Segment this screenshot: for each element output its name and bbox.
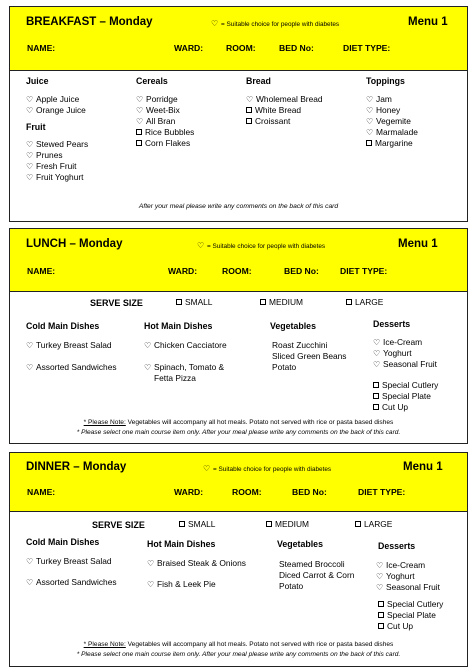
heart-outline-icon: ♡	[197, 241, 205, 250]
heart-outline-icon: ♡	[373, 360, 381, 369]
menu-item[interactable]: ♡ Seasonal Fruit	[373, 359, 437, 369]
menu-item[interactable]: ♡ Turkey Breast Salad	[26, 556, 112, 566]
menu-item[interactable]: Corn Flakes	[136, 138, 194, 149]
menu-item[interactable]: Rice Bubbles	[136, 127, 194, 138]
room-field[interactable]: ROOM:	[232, 487, 262, 497]
juice-list	[26, 94, 86, 116]
checkbox-icon[interactable]	[136, 140, 142, 146]
lunch-title: LUNCH – Monday	[26, 238, 123, 250]
menu-item[interactable]: ♡ All Bran	[136, 116, 176, 126]
vegetables-heading: Vegetables	[277, 539, 323, 549]
menu-item[interactable]: ♡ Vegemite	[366, 116, 411, 126]
cold-dishes-heading: Cold Main Dishes	[26, 537, 100, 547]
selection-note: * Please select one main course item only. After your meal please write any comments on the back of this card.	[76, 651, 401, 658]
serve-size-medium[interactable]: MEDIUM	[260, 297, 303, 308]
menu-item[interactable]: ♡ Jam	[366, 94, 392, 104]
heart-outline-icon: ♡	[373, 349, 381, 358]
menu-item[interactable]: ♡ Orange Juice	[26, 105, 86, 115]
heart-outline-icon: ♡	[246, 95, 254, 104]
menu-item[interactable]: ♡ Turkey Breast Salad	[26, 340, 112, 350]
juice-heading: Juice	[26, 76, 49, 86]
menu-item: Sliced Green Beans	[272, 351, 347, 361]
menu-item[interactable]: ♡ Prunes	[26, 150, 63, 160]
heart-outline-icon: ♡	[26, 557, 34, 566]
heart-outline-icon: ♡	[26, 95, 34, 104]
menu-item: Roast Zucchini	[272, 340, 328, 350]
fruit-heading: Fruit	[26, 122, 46, 132]
desserts-list	[373, 337, 437, 370]
menu-item[interactable]: ♡ Assorted Sandwiches	[26, 577, 117, 587]
menu-item[interactable]: ♡ Apple Juice	[26, 94, 80, 104]
toppings-heading: Toppings	[366, 76, 405, 86]
menu-item: Potato	[272, 362, 297, 372]
checkbox-icon[interactable]	[373, 404, 379, 410]
menu-item[interactable]: ♡ Fruit Yoghurt	[26, 172, 84, 182]
bed-field[interactable]: BED No:	[292, 487, 327, 497]
menu-number: Menu 1	[408, 16, 448, 28]
special-option[interactable]: Special Plate	[373, 391, 438, 402]
heart-outline-icon: ♡	[136, 95, 144, 104]
heart-outline-icon: ♡	[366, 106, 374, 115]
menu-item[interactable]: ♡ Porridge	[136, 94, 178, 104]
checkbox-icon[interactable]	[378, 612, 384, 618]
diet-type-field[interactable]: DIET TYPE:	[358, 487, 406, 497]
heart-outline-icon: ♡	[144, 341, 152, 350]
diabetes-legend: ♡ = Suitable choice for people with diabetes	[203, 464, 332, 473]
menu-item-continued: Fetta Pizza	[154, 373, 196, 383]
heart-outline-icon: ♡	[366, 117, 374, 126]
menu-item[interactable]: ♡ Ice-Cream	[376, 560, 426, 570]
menu-item: Diced Carrot & Corn	[279, 570, 355, 580]
menu-item[interactable]: White Bread	[246, 105, 323, 116]
heart-outline-icon: ♡	[26, 162, 34, 171]
menu-item[interactable]: ♡ Stewed Pears	[26, 139, 89, 149]
vegetables-list	[279, 559, 354, 592]
menu-number: Menu 1	[403, 461, 443, 473]
bread-heading: Bread	[246, 76, 271, 86]
special-option[interactable]: Special Cutlery	[373, 380, 438, 391]
checkbox-icon[interactable]	[373, 393, 379, 399]
heart-outline-icon: ♡	[26, 140, 34, 149]
desserts-heading: Desserts	[378, 541, 416, 551]
heart-outline-icon: ♡	[26, 151, 34, 160]
heart-outline-icon: ♡	[211, 19, 219, 28]
bread-list	[246, 94, 323, 127]
special-requests-list	[373, 380, 438, 413]
vegetables-heading: Vegetables	[270, 321, 316, 331]
special-option[interactable]: Cut Up	[378, 621, 443, 632]
lunch-header	[10, 229, 467, 292]
breakfast-footer: After your meal please write any comments on the back of this card	[138, 203, 339, 210]
checkbox-icon[interactable]	[378, 601, 384, 607]
heart-outline-icon: ♡	[26, 363, 34, 372]
fruit-list	[26, 139, 88, 183]
heart-outline-icon: ♡	[136, 117, 144, 126]
dinner-header	[10, 453, 467, 512]
serve-size-small[interactable]: SMALL	[176, 297, 212, 308]
menu-item[interactable]: ♡ Seasonal Fruit	[376, 582, 440, 592]
menu-item[interactable]: ♡ Braised Steak & Onions	[147, 558, 246, 568]
special-option[interactable]: Cut Up	[373, 402, 438, 413]
hot-dishes-heading: Hot Main Dishes	[147, 539, 216, 549]
bed-field[interactable]: BED No:	[279, 43, 314, 53]
cereals-list	[136, 94, 194, 149]
heart-outline-icon: ♡	[376, 572, 384, 581]
menu-item[interactable]: ♡ Fresh Fruit	[26, 161, 77, 171]
desserts-heading: Desserts	[373, 319, 411, 329]
menu-item[interactable]: ♡ Ice-Cream	[373, 337, 423, 347]
serve-size-label: SERVE SIZE	[90, 298, 143, 308]
room-field[interactable]: ROOM:	[226, 43, 256, 53]
vegetables-note: * Please Note: Vegetables will accompany all hot meals. Potato not served with rice or pasta based dishes	[83, 419, 394, 426]
menu-item[interactable]: Croissant	[246, 116, 323, 127]
checkbox-icon[interactable]	[346, 299, 352, 305]
special-option[interactable]: Special Plate	[378, 610, 443, 621]
heart-outline-icon: ♡	[147, 559, 155, 568]
serve-size-large[interactable]: LARGE	[355, 519, 392, 530]
name-field[interactable]: NAME:	[27, 266, 56, 276]
checkbox-icon[interactable]	[355, 521, 361, 527]
menu-item[interactable]: ♡ Marmalade	[366, 127, 418, 137]
heart-outline-icon: ♡	[136, 106, 144, 115]
menu-item: Potato	[279, 581, 304, 591]
breakfast-card	[9, 6, 468, 222]
checkbox-icon[interactable]	[373, 382, 379, 388]
checkbox-icon[interactable]	[176, 299, 182, 305]
menu-item[interactable]: ♡ Weet-Bix	[136, 105, 180, 115]
heart-outline-icon: ♡	[147, 580, 155, 589]
breakfast-header	[10, 7, 467, 71]
diet-type-field[interactable]: DIET TYPE:	[340, 266, 388, 276]
serve-size-label: SERVE SIZE	[92, 520, 145, 530]
heart-outline-icon: ♡	[26, 173, 34, 182]
checkbox-icon[interactable]	[366, 140, 372, 146]
serve-size-medium[interactable]: MEDIUM	[266, 519, 309, 530]
vegetables-list	[272, 340, 347, 373]
serve-size-large[interactable]: LARGE	[346, 297, 383, 308]
cold-dishes-heading: Cold Main Dishes	[26, 321, 100, 331]
ward-field[interactable]: WARD:	[168, 266, 198, 276]
dinner-card	[9, 452, 468, 667]
menu-number: Menu 1	[398, 238, 438, 250]
heart-outline-icon: ♡	[26, 578, 34, 587]
menu-item[interactable]: ♡ Fish & Leek Pie	[147, 579, 216, 589]
heart-outline-icon: ♡	[376, 583, 384, 592]
menu-item[interactable]: ♡ Spinach, Tomato &	[144, 362, 225, 372]
serve-size-small[interactable]: SMALL	[179, 519, 215, 530]
heart-outline-icon: ♡	[373, 338, 381, 347]
toppings-list	[366, 94, 418, 149]
room-field[interactable]: ROOM:	[222, 266, 252, 276]
heart-outline-icon: ♡	[366, 95, 374, 104]
selection-note: * Please select one main course item only. After your meal please write any comments on the back of this card.	[76, 429, 401, 436]
hot-dishes-heading: Hot Main Dishes	[144, 321, 213, 331]
heart-outline-icon: ♡	[26, 106, 34, 115]
menu-item[interactable]: ♡ Assorted Sandwiches	[26, 362, 117, 372]
name-field[interactable]: NAME:	[27, 43, 56, 53]
menu-item[interactable]: ♡ Honey	[366, 105, 401, 115]
desserts-list	[376, 560, 440, 593]
checkbox-icon[interactable]	[136, 129, 142, 135]
ward-field[interactable]: WARD:	[174, 487, 204, 497]
ward-field[interactable]: WARD:	[174, 43, 204, 53]
cereals-heading: Cereals	[136, 76, 168, 86]
bed-field[interactable]: BED No:	[284, 266, 319, 276]
heart-outline-icon: ♡	[366, 128, 374, 137]
checkbox-icon[interactable]	[266, 521, 272, 527]
menu-item[interactable]: Margarine	[366, 138, 418, 149]
menu-item[interactable]: ♡ Chicken Cacciatore	[144, 340, 227, 350]
special-requests-list	[378, 599, 443, 632]
diet-type-field[interactable]: DIET TYPE:	[343, 43, 391, 53]
checkbox-icon[interactable]	[179, 521, 185, 527]
menu-item[interactable]: ♡ Yoghurt	[376, 571, 415, 581]
heart-outline-icon: ♡	[144, 363, 152, 372]
diabetes-legend: ♡ = Suitable choice for people with diabetes	[197, 241, 326, 250]
heart-outline-icon: ♡	[26, 341, 34, 350]
dinner-title: DINNER – Monday	[26, 461, 127, 473]
menu-item: Steamed Broccoli	[279, 559, 345, 569]
diabetes-legend: ♡ = Suitable choice for people with diabetes	[211, 19, 340, 28]
name-field[interactable]: NAME:	[27, 487, 56, 497]
checkbox-icon[interactable]	[378, 623, 384, 629]
lunch-card	[9, 228, 468, 444]
checkbox-icon[interactable]	[246, 107, 252, 113]
vegetables-note: * Please Note: Vegetables will accompany all hot meals. Potato not served with rice or pasta based dishes	[83, 641, 394, 648]
heart-outline-icon: ♡	[203, 464, 211, 473]
menu-item[interactable]: ♡ Wholemeal Bread	[246, 94, 323, 104]
menu-item[interactable]: ♡ Yoghurt	[373, 348, 412, 358]
heart-outline-icon: ♡	[376, 561, 384, 570]
checkbox-icon[interactable]	[260, 299, 266, 305]
special-option[interactable]: Special Cutlery	[378, 599, 443, 610]
breakfast-title: BREAKFAST – Monday	[26, 16, 153, 28]
checkbox-icon[interactable]	[246, 118, 252, 124]
